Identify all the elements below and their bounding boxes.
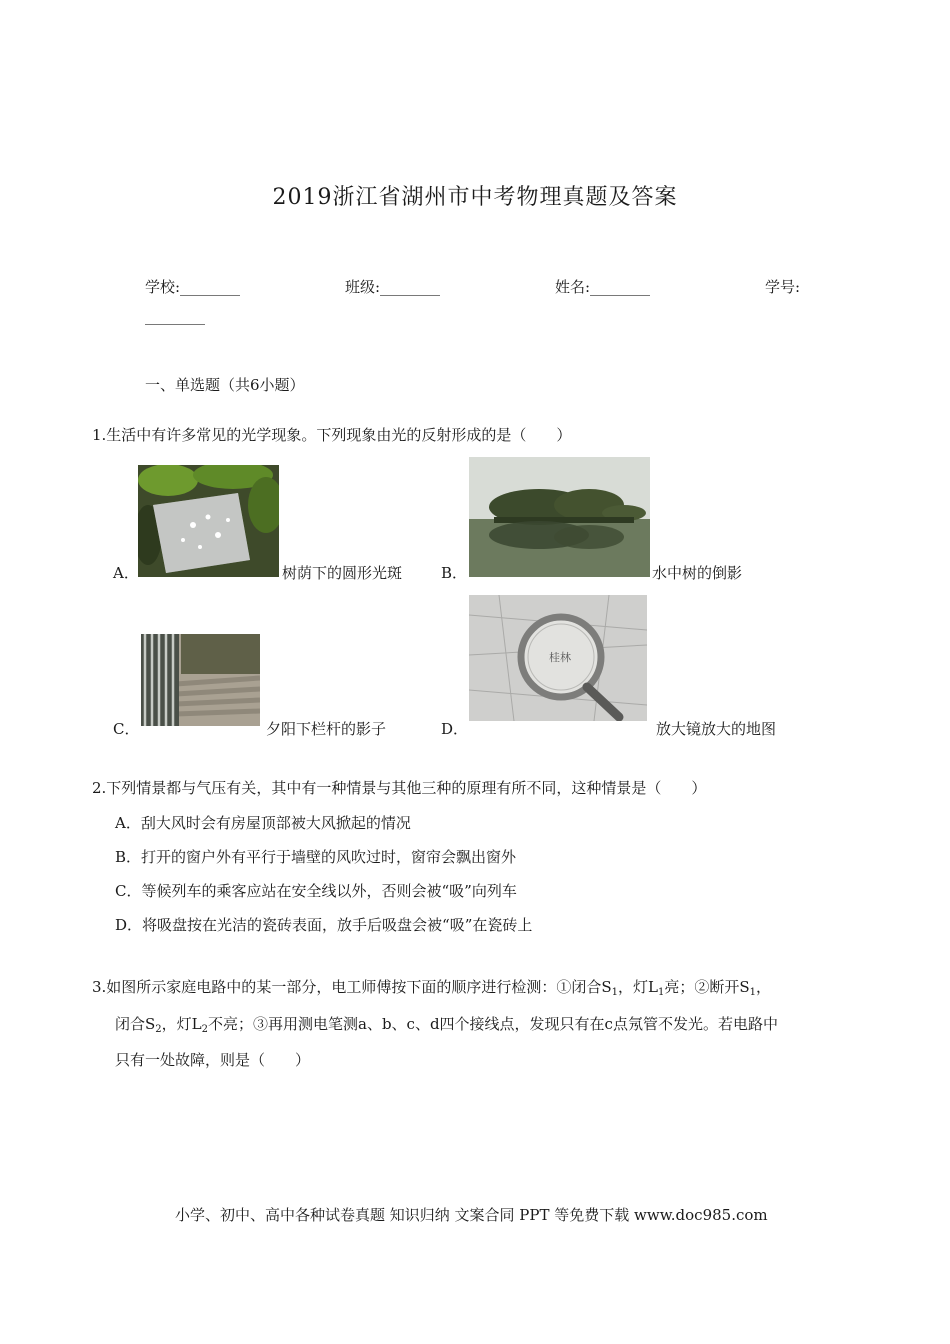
q1-option-b-letter: B． [441,564,468,582]
magnifier-map-label: 桂林 [549,651,571,664]
school-field: 学校:________ [145,278,241,296]
image-leaf-shade [138,465,279,577]
q1-option-a-letter: A． [113,564,139,582]
name-field: 姓名:________ [555,278,651,296]
class-field: 班级:________ [345,278,441,296]
page-title: 2019浙江省湖州市中考物理真题及答案 [272,185,678,210]
image-railing-shadow [141,634,260,726]
q2-stem: 2.下列情景都与气压有关，其中有一种情景与其他三种的原理有所不同，这种情景是（ ） [92,779,707,797]
q2-option-a: A．刮大风时会有房屋顶部被大风掀起的情况 [115,814,411,832]
section-heading: 一、单选题（共6小题） [145,376,305,394]
footer: 小学、初中、高中各种试卷真题 知识归纳 文案合同 PPT 等免费下载 www.doc985.com [175,1206,768,1224]
q3-line-2: 闭合$S_2$，灯$L_2$不亮；③再用测电笔测a、b、c、d四个接线点，发现只有在c点氖管不发光。若电路中 [115,1015,778,1035]
q1-option-d-text: 放大镜放大的地图 [656,720,777,738]
image-magnifier-map [469,595,647,721]
q1-option-a-text: 树荫下的圆形光斑 [282,564,403,582]
q1-option-b-text: 水中树的倒影 [652,564,743,582]
q3-line-1: 3.如图所示家庭电路中的某一部分，电工师傅按下面的顺序进行检测：①闭合$S_1$，灯$L_1$亮；②断开$S_1$， [92,978,771,998]
image-tree-reflection [469,457,650,577]
q1-stem: 1.生活中有许多常见的光学现象。下列现象由光的反射形成的是（ ） [92,426,572,444]
q2-option-d: D．将吸盘按在光洁的瓷砖表面，放手后吸盘会被“吸”在瓷砖上 [115,916,533,934]
q1-option-c-letter: C． [113,720,140,738]
q1-option-d-letter: D． [441,720,469,738]
q1-option-c-text: 夕阳下栏杆的影子 [266,720,387,738]
number-field: 学号: [765,278,801,296]
q3-line-3: 只有一处故障，则是（ ） [115,1051,311,1069]
number-blank: ________ [145,307,205,325]
q2-option-c: C．等候列车的乘客应站在安全线以外，否则会被“吸”向列车 [115,882,517,900]
q2-option-b: B．打开的窗户外有平行于墙壁的风吹过时，窗帘会飘出窗外 [115,848,517,866]
